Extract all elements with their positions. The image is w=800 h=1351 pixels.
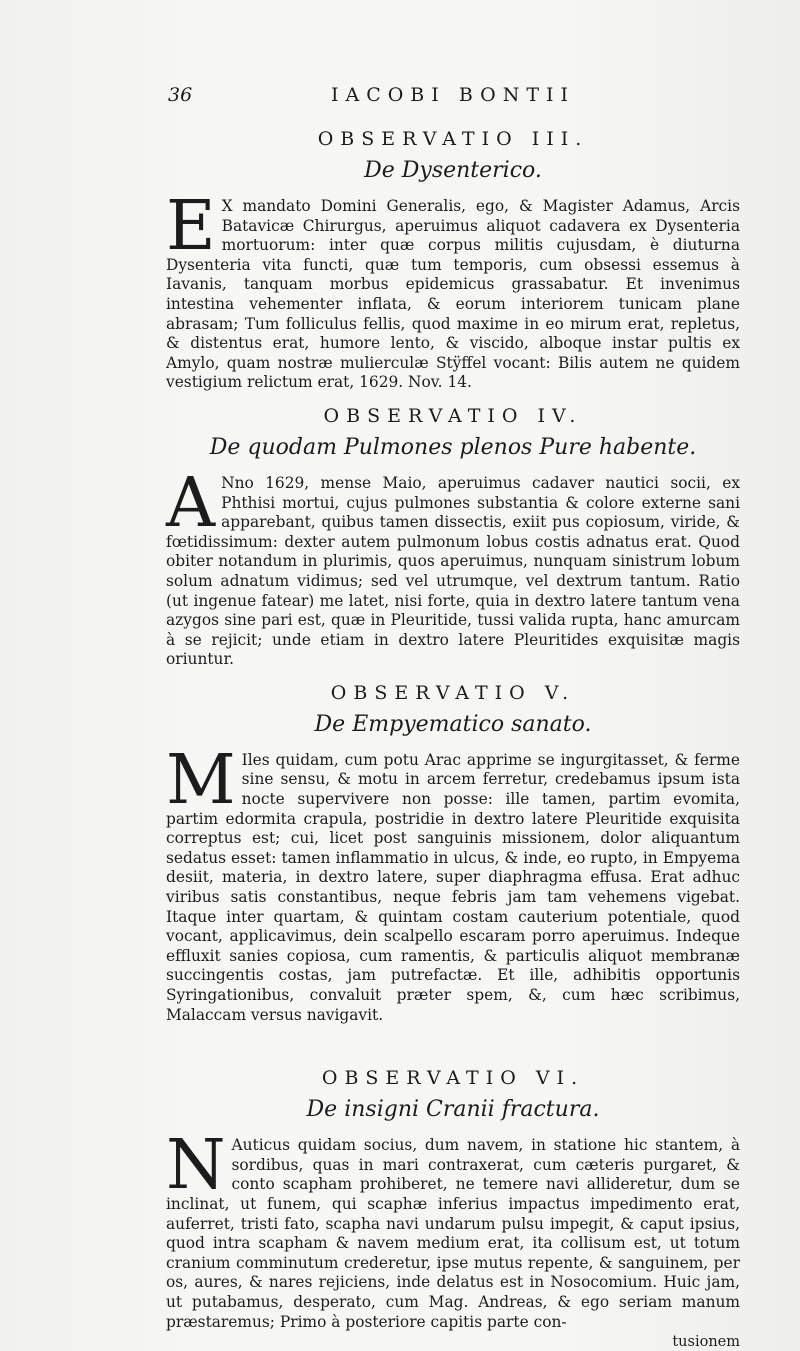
observation-body [166,463,740,670]
observation-heading: OBSERVATIO III. [317,128,589,150]
observation-subtitle: De insigni Cranii fractura. [306,1097,600,1123]
body-text: X mandato Domini Generalis, ego, & Magister Adamus, Arcis Batavicæ Chirurgus, aperuimus aliquot cadavera ex Dysenteria mortuorum: inter quæ corpus militis cujusdam, è diuturna Dysenteria vita functi, quæ tum temporis, cum obsessi essemus à Iavanis, tanquam morbus epidemicus grassabatur. Et invenimus intestina vehementer inflata, & eorum interiorem tunicam plane abrasam; Tum folliculus fellis, quod maxime in eo mirum erat, repletus, & distentus erat, humore lento, & viscido, alboque instar pultis ex Amylo, quam nostræ mulierculæ Stÿffel vocant: Bilis autem ne quidem vestigium relictum erat, 1629. Nov. 14. [166,197,740,392]
body-text: Nno 1629, mense Maio, aperuimus cadaver nautici socii, ex Phthisi mortui, cujus pulmones substantia & colore externe sani apparebant, quibus tamen dissectis, exiit pus copiosum, viride, & fœtidissimum: dexter autem pulmonum lobus costis adnatus erat. Quod obiter notandum in plurimis, quos aperuimus, nunquam sinistrum lobum solum adnatum vidimus; sed vel utrumque, vel dextrum tantum. Ratio (ut ingenue fatear) me latet, nisi forte, quia in dextro latere tantum vena azygos sine pari est, quæ in Pleuritide, tussi valida rupta, hanc amurcam à se rejicit; unde etiam in dextro latere Pleuritides exquisitæ magis oriuntur. [166,473,740,669]
drop-cap: N [166,1126,226,1206]
body-text: Iles quidam, cum potu Arac apprime se ingurgitasset, & ferme sine sensu, & motu in arcem ferretur, credebamus ipsum ista nocte supervivere non posse: ille tamen, partim evomita, partim edormita crapula, postridie in dextro latere Pleuritide exquisita correptus est; cui, licet post sanguinis missionem, dolor aliquantum sedatus esset: tamen inflammatio in ulcus, & inde, eo rupto, in Empyema desiit, materia, in dextro latere, super diaphragma effusa. Erat adhuc viribus satis constantibus, neque febris jam tam vehemens vigebat. Itaque inter quartam, & quintam costam cauterium potentiale, quod vocant, applicavimus, dein scalpello escaram porro aperuimus. Indeque effluxit sanies copiosa, cum ramentis, & particulis aliquot membranæ succingentis costas, jam putrefactæ. Et ille, adhibitis opportunis Syringationibus, convaluit præter spem, &, cum hæc scribimus, Malaccam versus navigavit. [166,750,740,1024]
observation-subtitle: De quodam Pulmones plenos Pure habente. [209,434,697,460]
observation-subtitle: De Empyematico sanato. [314,711,592,737]
running-title: IACOBI BONTII [330,84,576,106]
text-column [166,80,740,1350]
drop-cap: M [166,740,236,820]
running-head [166,80,740,110]
page-number: 36 [168,84,193,106]
body-text: Auticus quidam socius, dum navem, in statione hic stantem, à sordibus, quas in mari contraxerat, cum cæteris purgaret, & conto scapham prohiberet, ne temere navi allideretur, dum se inclinat, ut funem, qui scaphæ inferius impactus impedimento erat, auferret, tristi fato, scapha navi undarum pulsu impegit, & caput ipsius, quod intra scapham & navem medium erat, ita collisum est, ut totum cranium comminutum crederetur, ipse mutus repente, & sanguinem, per os, aures, & nares rejiciens, inde delatus est in Nosocomium. Huic jam, ut putabamus, desperato, cum Mag. Andreas, & ego seriam manum præstaremus; Primo à posteriore capitis parte con- [166,1136,740,1331]
observation-heading: OBSERVATIO VI. [321,1067,585,1090]
catchword: tusionem [672,1334,740,1351]
drop-cap: A [166,463,216,543]
observation-heading: OBSERVATIO V. [330,681,576,704]
observation-heading: OBSERVATIO IV. [323,404,583,427]
observation-6 [166,1067,740,1350]
observation-3 [166,128,740,393]
drop-cap: E [166,187,216,266]
observation-body [166,740,740,1025]
observation-subtitle: De Dysenterico. [364,158,542,183]
observation-4 [166,405,740,670]
observation-5 [166,682,740,1025]
observation-body [166,187,740,393]
observation-body [166,1126,740,1332]
